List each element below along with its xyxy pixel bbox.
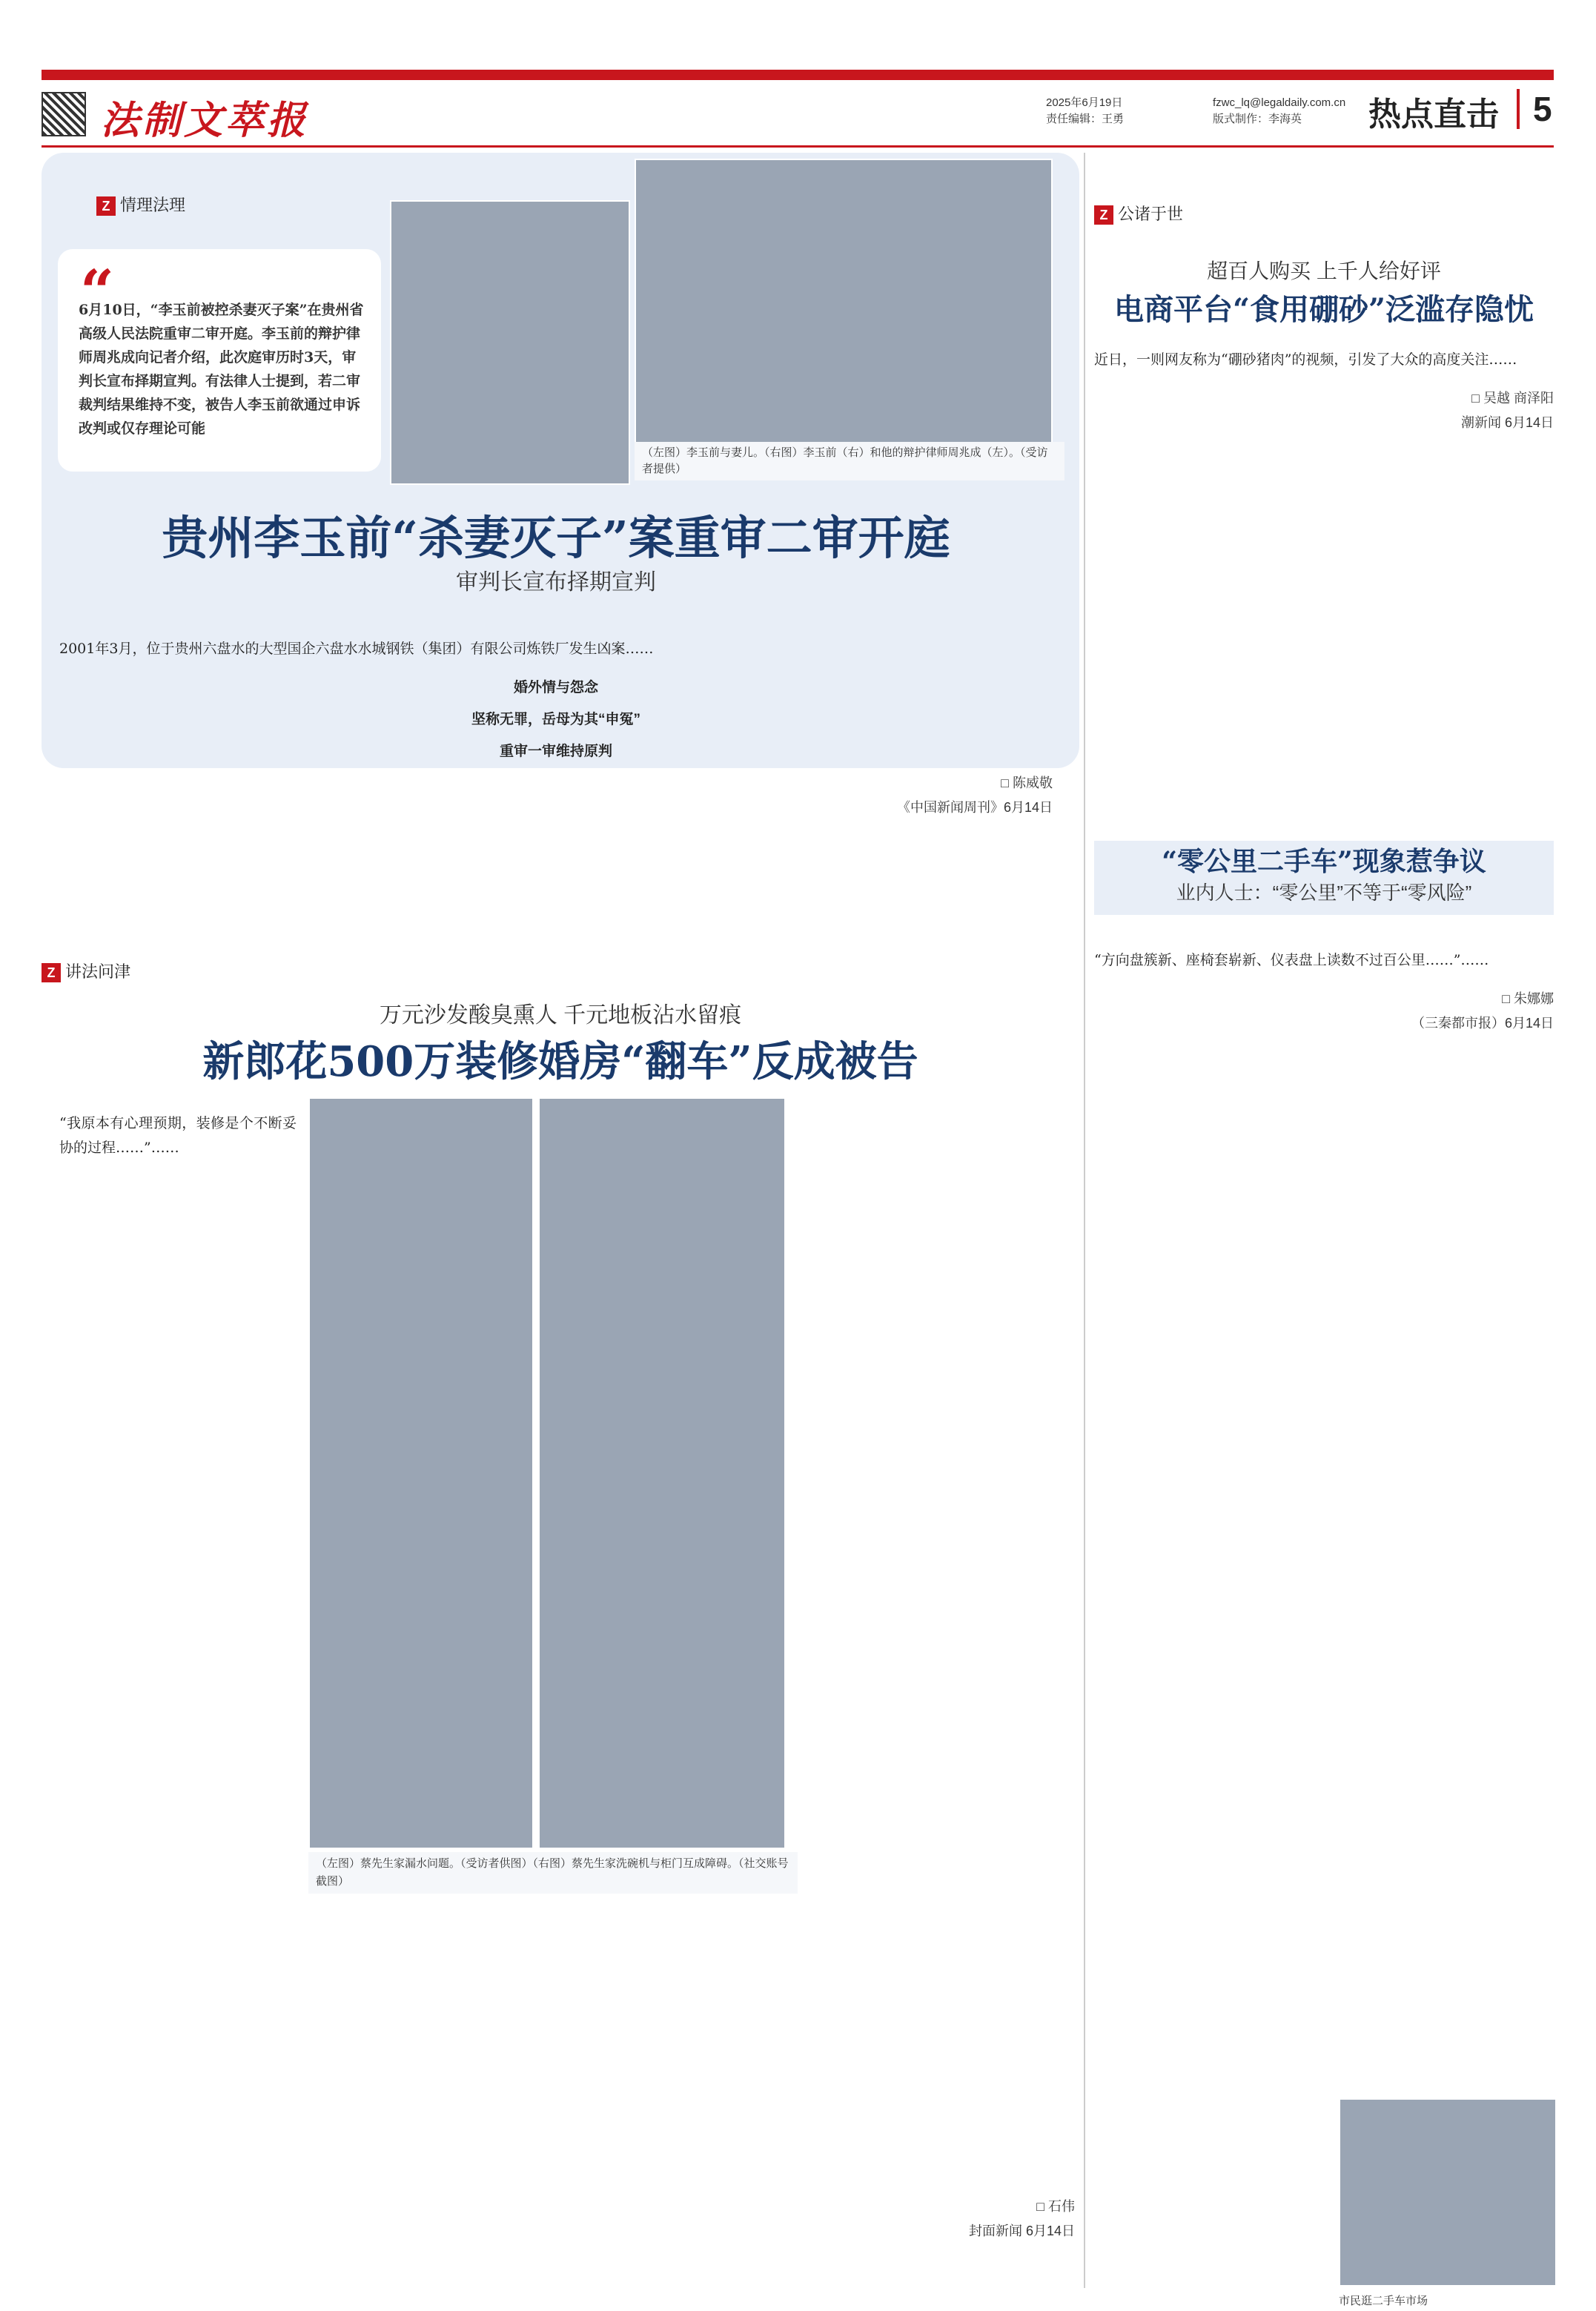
borax-byline: □ 吴越 商泽阳	[1471, 391, 1554, 406]
borax-body	[1094, 334, 1554, 823]
borax-headline: 电商平台“食用硼砂”泛滥存隐忧	[1113, 292, 1534, 327]
usedcar-body-excerpt: “方向盘簇新、座椅套崭新、仪表盘上读数不过百公里……”……	[1094, 952, 1489, 968]
top-red-bar	[42, 70, 1554, 80]
usedcar-source: （三秦都市报）6月14日	[1411, 1016, 1554, 1031]
section-title: 热点直击	[1368, 96, 1499, 133]
masthead	[42, 87, 1554, 143]
z-tag-icon: Z	[96, 196, 116, 216]
lead-tag-label: 情理法理	[120, 196, 186, 214]
lead-sub-c: 重审一审维持原判	[499, 744, 612, 759]
layout-editor: 版式制作：李海英	[1213, 113, 1302, 125]
qr-code-icon	[42, 92, 86, 136]
lead-tag	[96, 193, 185, 216]
editor: 责任编辑：王勇	[1046, 113, 1125, 125]
renovation-credits	[793, 2195, 1075, 2261]
usedcar-photo	[1339, 2098, 1557, 2287]
lead-subhead: 审判长宣布择期宣判	[456, 570, 656, 595]
usedcar-headline: “零公里二手车”现象惹争议	[1162, 846, 1486, 877]
lead-sub-b: 坚称无罪，岳母为其“申冤”	[471, 712, 640, 727]
renovation-headline: 新郎花500万装修婚房“翻车”反成被告	[202, 1037, 918, 1086]
lead-photo-court	[635, 159, 1053, 443]
renovation-source: 封面新闻 6月14日	[968, 2224, 1075, 2238]
email: fzwc_lq@legaldaily.com.cn	[1213, 96, 1346, 109]
lead-photo-family	[390, 200, 630, 485]
renovation-body-excerpt: “我原本有心理预期，装修是个不断妥协的过程……”……	[59, 1115, 297, 1156]
usedcar-photo-caption: 市民逛二手车市场	[1339, 2295, 1428, 2307]
lead-body	[59, 623, 1053, 845]
usedcar-byline: □ 朱娜娜	[1502, 991, 1554, 1006]
issue-meta-2	[1213, 95, 1345, 128]
renovation-photo-caption: （左图）蔡先生家漏水问题。（受访者供图）（右图）蔡先生家洗碗机与柜门互成障碍。（社交账号截图）	[308, 1852, 798, 1894]
lead-sub-a: 婚外情与怨念	[513, 680, 598, 695]
lead-headline: 贵州李玉前“杀妻灭子”案重审二审开庭	[162, 511, 950, 565]
quote-mark-icon: “	[80, 257, 115, 326]
lead-quote: 6月10日，“李玉前被控杀妻灭子案”在贵州省高级人民法院重审二审开庭。李玉前的辩护律师周兆成向记者介绍，此次庭审历时3天，审判长宣布择期宣判。有法律人士提到，若二审裁判结果维持不变，被告人李玉前欲通过申诉改判或仅存理论可能	[79, 302, 364, 437]
issue-meta	[1046, 95, 1124, 128]
borax-body-excerpt: 近日，一则网友称为“硼砂猪肉”的视频，引发了大众的高度关注……	[1094, 351, 1517, 368]
borax-source: 潮新闻 6月14日	[1460, 415, 1554, 430]
lead-photo-caption: （左图）李玉前与妻儿。（右图）李玉前（右）和他的辩护律师周兆成（左）。（受访者提供）	[635, 442, 1064, 480]
renovation-tag-label: 讲法问津	[65, 962, 131, 981]
masthead-rule	[42, 145, 1554, 148]
issue-date: 2025年6月19日	[1046, 96, 1123, 109]
renovation-photo-leak	[308, 1097, 534, 1849]
usedcar-body	[1094, 934, 1554, 2076]
column-divider	[1084, 153, 1085, 2288]
z-tag-icon: Z	[42, 963, 61, 982]
page-number: 5	[1517, 89, 1552, 129]
borax-tag	[1094, 202, 1183, 225]
renovation-kicker: 万元沙发酸臭熏人 千元地板沾水留痕	[379, 1003, 742, 1028]
lead-source: 《中国新闻周刊》6月14日	[896, 800, 1053, 815]
renovation-tag	[42, 959, 130, 982]
borax-tag-label: 公诸于世	[1118, 205, 1184, 223]
renovation-photo-dishwasher	[538, 1097, 786, 1849]
lead-body-excerpt: 2001年3月，位于贵州六盘水的大型国企六盘水水城钢铁（集团）有限公司炼铁厂发生凶案……	[59, 641, 654, 657]
renovation-byline: □ 石伟	[1036, 2199, 1075, 2214]
lead-quote-card	[58, 249, 381, 472]
renovation-body	[59, 1097, 297, 2261]
z-tag-icon: Z	[1094, 205, 1113, 225]
paper-logo: 法制文萃报	[101, 98, 309, 143]
lead-byline: □ 陈威敬	[1001, 776, 1053, 790]
borax-kicker: 超百人购买 上千人给好评	[1207, 259, 1441, 282]
usedcar-subhead: 业内人士：“零公里”不等于“零风险”	[1176, 882, 1472, 904]
